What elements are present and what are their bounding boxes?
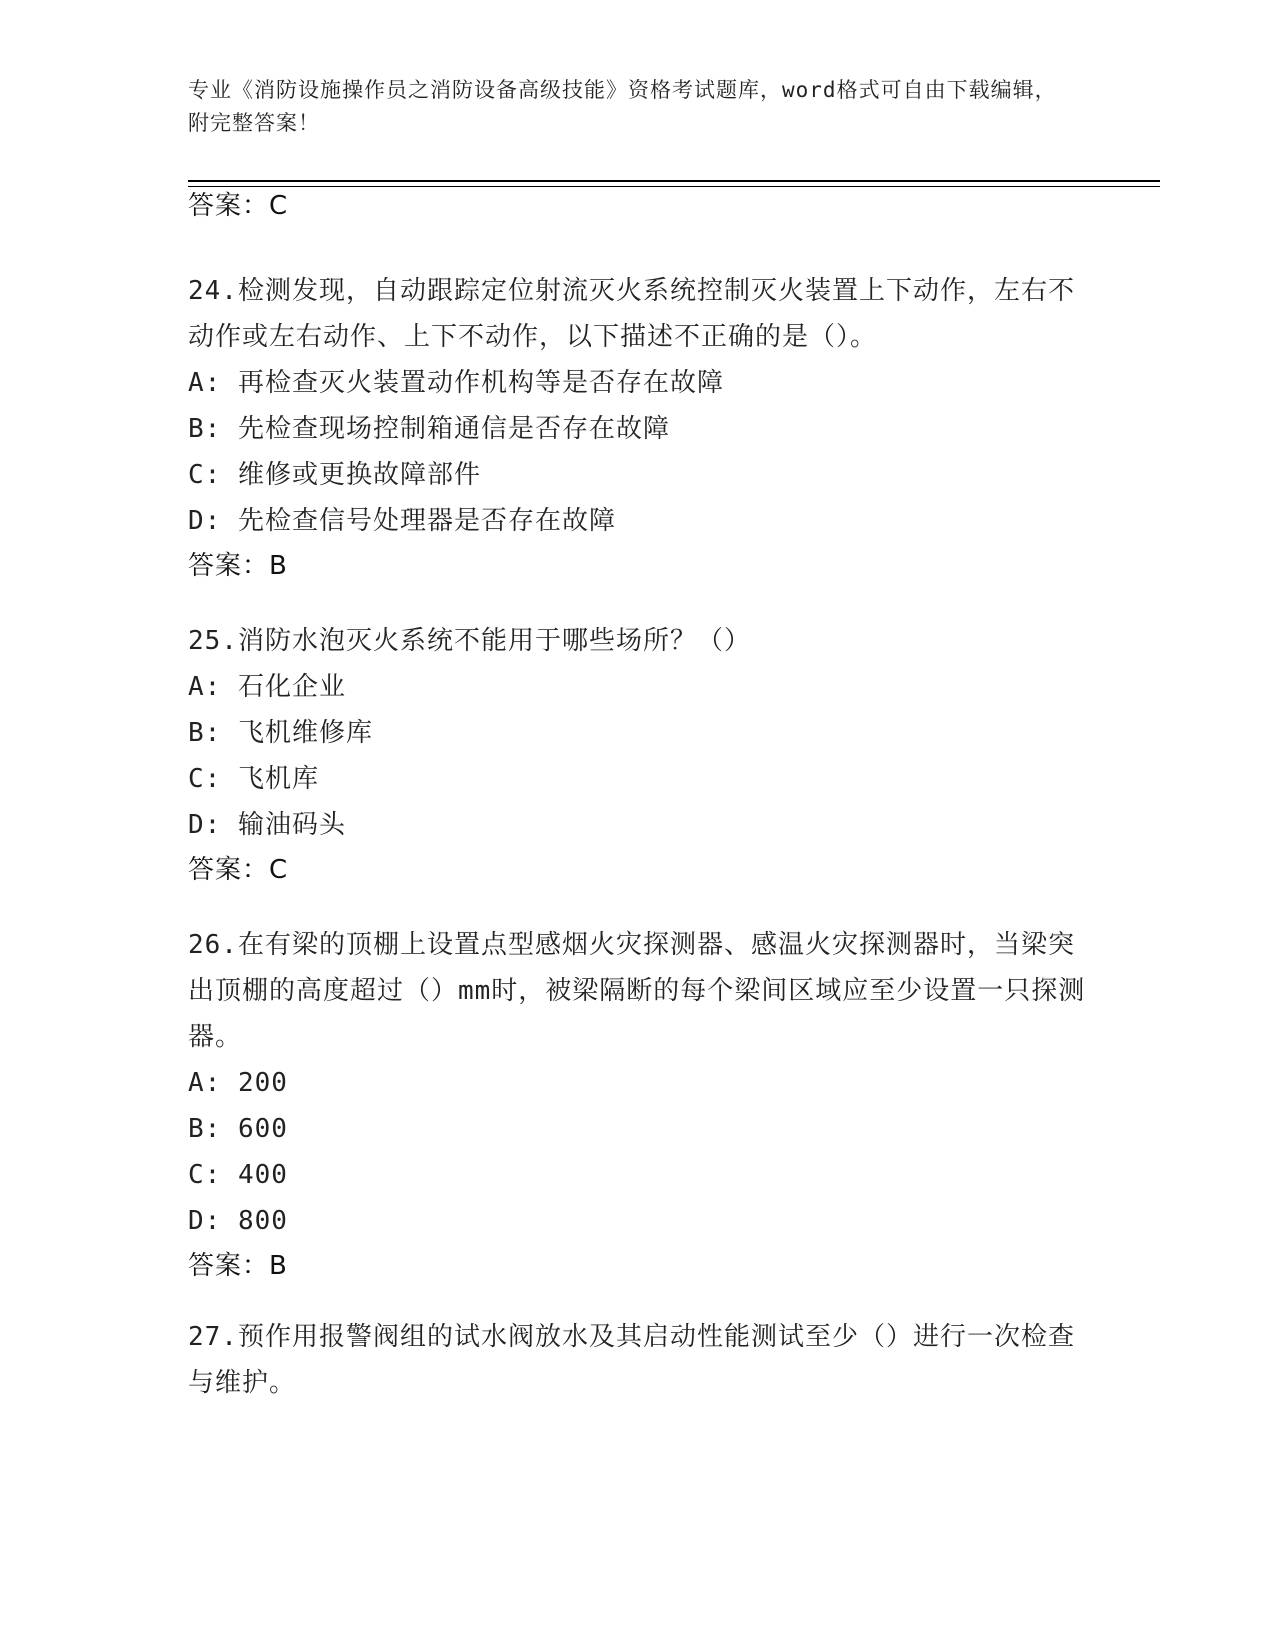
question-25-option-a: A: 石化企业 xyxy=(188,672,346,702)
page-header-text: 专业《消防设施操作员之消防设备高级技能》资格考试题库，word格式可自由下载编辑，附完整答案！ xyxy=(188,78,1057,135)
question-26-option-a: A: 200 xyxy=(188,1068,288,1098)
question-25-option-b: B: 飞机维修库 xyxy=(188,718,373,748)
question-27 xyxy=(188,1314,1088,1406)
question-26-answer: 答案：B xyxy=(188,1251,288,1281)
question-25-option-d: D: 输油码头 xyxy=(188,810,346,840)
question-25-answer: 答案：C xyxy=(188,855,289,885)
question-24-option-c: C: 维修或更换故障部件 xyxy=(188,460,481,490)
question-25-option-c: C: 飞机库 xyxy=(188,764,319,794)
question-24-text: 24.检测发现，自动跟踪定位射流灭火系统控制灭火装置上下动作，左右不动作或左右动作、上下不动作，以下描述不正确的是（）。 xyxy=(188,276,1075,352)
question-26 xyxy=(188,922,1088,1286)
question-24-option-d: D: 先检查信号处理器是否存在故障 xyxy=(188,506,616,536)
question-24-answer: 答案：B xyxy=(188,551,288,581)
question-25-text: 25.消防水泡灭火系统不能用于哪些场所？（） xyxy=(188,626,751,656)
question-25 xyxy=(188,618,1088,890)
question-24 xyxy=(188,268,1088,586)
question-26-text: 26.在有梁的顶棚上设置点型感烟火灾探测器、感温火灾探测器时，当梁突出顶棚的高度超过（）mm时，被梁隔断的每个梁间区域应至少设置一只探测器。 xyxy=(188,930,1086,1052)
question-24-option-a: A: 再检查灭火装置动作机构等是否存在故障 xyxy=(188,368,724,398)
question-24-option-b: B: 先检查现场控制箱通信是否存在故障 xyxy=(188,414,670,444)
question-26-option-b: B: 600 xyxy=(188,1114,288,1144)
question-27-text: 27.预作用报警阀组的试水阀放水及其启动性能测试至少（）进行一次检查与维护。 xyxy=(188,1322,1075,1398)
header-divider-thick xyxy=(188,180,1160,182)
question-26-option-d: D: 800 xyxy=(188,1206,288,1236)
answer-q23: 答案：C xyxy=(188,191,289,221)
question-26-option-c: C: 400 xyxy=(188,1160,288,1190)
